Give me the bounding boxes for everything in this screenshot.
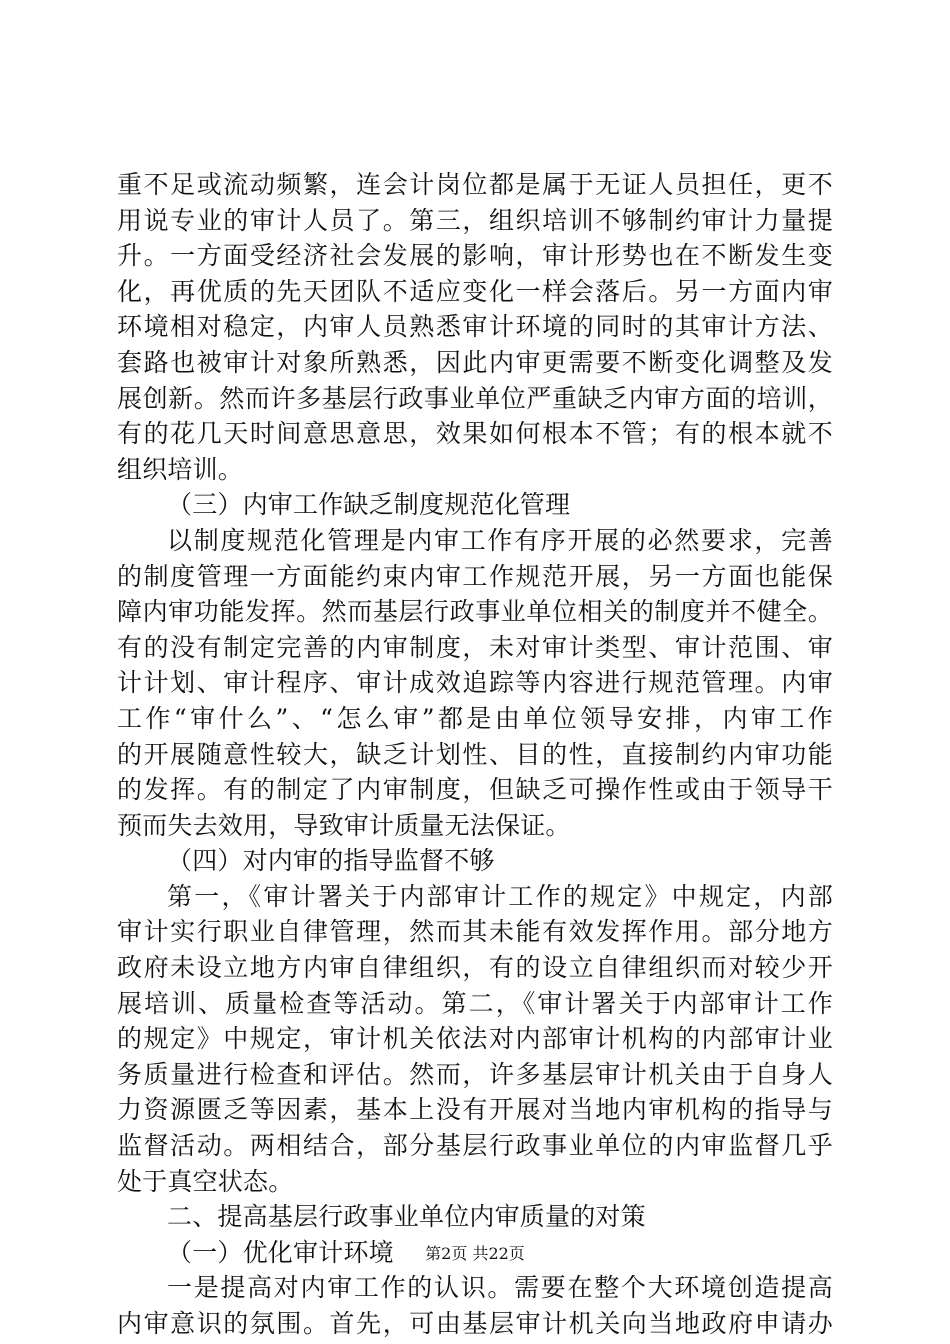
text-line: 以制度规范化管理是内审工作有序开展的必然要求，完善 [167, 525, 833, 555]
text-line: 的规定》中规定，审计机关依法对内部审计机构的内部审计业 [117, 1024, 833, 1054]
text-line: 的开展随意性较大，缺乏计划性、目的性，直接制约内审功能 [117, 739, 833, 769]
text-line: 处于真空状态。 [117, 1166, 294, 1196]
text-line: 计计划、审计程序、审计成效追踪等内容进行规范管理。内审 [117, 668, 833, 698]
paragraph-section-3 [117, 523, 833, 843]
paragraph-continuation [117, 167, 833, 487]
text-line: 有的花几天时间意思意思，效果如何根本不管；有的根本就不 [117, 419, 833, 449]
text-line: 升。一方面受经济社会发展的影响，审计形势也在不断发生变 [117, 241, 833, 271]
text-line: 务质量进行检查和评估。然而，许多基层审计机关由于自身人 [117, 1059, 833, 1089]
text-line: 的发挥。有的制定了内审制度，但缺乏可操作性或由于领导干 [117, 775, 833, 805]
page-footer [0, 1243, 950, 1265]
text-line: 审计实行职业自律管理，然而其未能有效发挥作用。部分地方 [117, 917, 833, 947]
text-line: 有的没有制定完善的内审制度，未对审计类型、审计范围、审 [117, 632, 833, 662]
text-line: 的制度管理一方面能约束内审工作规范开展，另一方面也能保 [117, 561, 833, 591]
text-line: 用说专业的审计人员了。第三，组织培训不够制约审计力量提 [117, 205, 833, 235]
text-line: 一是提高对内审工作的认识。需要在整个大环境创造提高 [167, 1273, 833, 1303]
text-line: 工作“审什么”、“怎么审”都是由单位领导安排，内审工作 [117, 703, 833, 733]
text-line: 套路也被审计对象所熟悉，因此内审更需要不断变化调整及发 [117, 347, 833, 377]
text-line: 内审意识的氛围。首先，可由基层审计机关向当地政府申请办 [117, 1309, 833, 1338]
text-line: 力资源匮乏等因素，基本上没有开展对当地内审机构的指导与 [117, 1095, 833, 1125]
text-line: 化，再优质的先天团队不适应变化一样会落后。另一方面内审 [117, 276, 833, 306]
text-line: 政府未设立地方内审自律组织，有的设立自律组织而对较少开 [117, 953, 833, 983]
page-number: 第2页 共22页 [425, 1244, 525, 1263]
text-line: 障内审功能发挥。然而基层行政事业单位相关的制度并不健全。 [117, 597, 833, 627]
heading-text: （三）内审工作缺乏制度规范化管理 [167, 490, 571, 520]
heading-text: 二、提高基层行政事业单位内审质量的对策 [167, 1202, 646, 1232]
text-line: 展培训、质量检查等活动。第二，《审计署关于内部审计工作 [117, 988, 833, 1018]
heading-text: （一）优化审计环境 [167, 1237, 394, 1267]
paragraph-section-1 [117, 1270, 833, 1341]
section-heading-3 [117, 487, 833, 523]
chapter-heading-2 [117, 1199, 833, 1235]
paragraph-section-4 [117, 879, 833, 1199]
text-line: 环境相对稳定，内审人员熟悉审计环境的同时的其审计方法、 [117, 312, 833, 342]
text-line: 展创新。然而许多基层行政事业单位严重缺乏内审方面的培训， [117, 383, 833, 413]
text-line: 组织培训。 [117, 454, 244, 484]
text-line: 重不足或流动频繁，连会计岗位都是属于无证人员担任，更不 [117, 170, 833, 199]
text-line: 第一，《审计署关于内部审计工作的规定》中规定，内部 [167, 881, 833, 911]
heading-text: （四）对内审的指导监督不够 [167, 846, 495, 876]
document-body [117, 167, 833, 1342]
text-line: 预而失去效用，导致审计质量无法保证。 [117, 810, 571, 840]
text-line: 监督活动。两相结合，部分基层行政事业单位的内审监督几乎 [117, 1131, 833, 1161]
section-heading-4 [117, 843, 833, 879]
